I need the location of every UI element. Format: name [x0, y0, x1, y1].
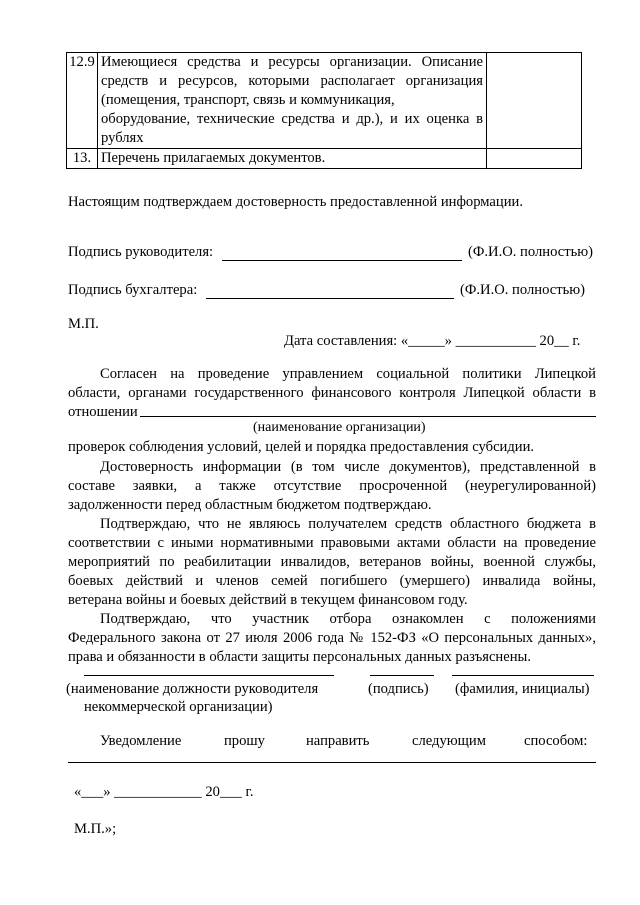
date-field: «___» ____________ 20___ г. — [74, 784, 254, 800]
signature-line[interactable] — [370, 675, 434, 676]
notification-method-line[interactable] — [68, 762, 596, 763]
accountant-signature-line[interactable] — [206, 298, 454, 299]
notify-word-5: способом: — [524, 733, 588, 749]
notify-word-2: прошу — [224, 733, 265, 749]
non-recipient-paragraph: Подтверждаю, что не являюсь получателем средств областного бюджета в соответствии с иными нормативными правовыми актами области на проведение мероприятий по реабилитации инвалидов, ветеранов войны, военной службы, боевых действий и членов семей погибшего (умершего) инвалида войны, ветерана войны и боевых действий в текущем финансовом году. — [68, 516, 596, 608]
confirmation-text: Настоящим подтверждаем достоверность предоставленной информации. — [68, 194, 523, 210]
position-hint: (наименование должности руководителя — [66, 681, 319, 697]
name-hint: (фамилия, инициалы) — [455, 681, 590, 697]
accountant-signature-label: Подпись бухгалтера: — [68, 282, 198, 298]
consent-paragraph: Согласен на проведение управлением социальной политики Липецкой области, органами государственного финансового контроля Липецкой области в отношении — [68, 366, 596, 420]
consent-last-line: проверок соблюдения условий, целей и порядка предоставления субсидии. — [68, 439, 535, 455]
organization-name-line[interactable] — [140, 416, 596, 417]
name-line[interactable] — [452, 675, 594, 676]
head-signature-hint: (Ф.И.О. полностью) — [468, 244, 594, 260]
notify-word-3: направить — [306, 733, 370, 749]
resources-table — [66, 52, 582, 169]
position-line[interactable] — [84, 675, 334, 676]
table-row — [67, 53, 582, 149]
row-description: Имеющиеся средства и ресурсы организации. Описание средств и ресурсов, которыми располагает организация (помещения, транспорт, связь и коммуникация, оборудование, технические средства и др.), и их оценка в рублях — [98, 53, 487, 149]
signature-hint: (подпись) — [368, 681, 429, 697]
table-row — [67, 149, 582, 169]
head-signature-line[interactable] — [222, 260, 462, 261]
row-description: Перечень прилагаемых документов. — [98, 149, 487, 169]
compilation-date: Дата составления: «_____» ___________ 20__ г. — [284, 333, 581, 349]
row-number: 13. — [67, 149, 98, 169]
stamp-place: М.П. — [68, 316, 99, 332]
organization-name-hint: (наименование организации) — [253, 420, 426, 435]
accountant-signature-hint: (Ф.И.О. полностью) — [460, 282, 586, 298]
position-hint-continued: некоммерческой организации) — [84, 699, 273, 715]
row-value-cell[interactable] — [487, 53, 582, 149]
stamp-place-final: М.П.»; — [74, 821, 117, 837]
notify-word-4: следующим — [412, 733, 486, 749]
row-value-cell[interactable] — [487, 149, 582, 169]
head-signature-label: Подпись руководителя: — [68, 244, 214, 260]
notify-word-1: Уведомление — [100, 733, 182, 749]
row-number: 12.9 — [67, 53, 98, 149]
reliability-paragraph: Достоверность информации (в том числе документов), представленной в составе заявки, а также отсутствие просроченной (неурегулированной) задолженности перед областным бюджетом подтверждаю. — [68, 459, 596, 513]
personal-data-paragraph: Подтверждаю, что участник отбора ознакомлен с положениями Федерального закона от 27 июля 2006 года № 152-ФЗ «О персональных данных», права и обязанности в области защиты персональных данных разъяснены. — [68, 611, 596, 665]
